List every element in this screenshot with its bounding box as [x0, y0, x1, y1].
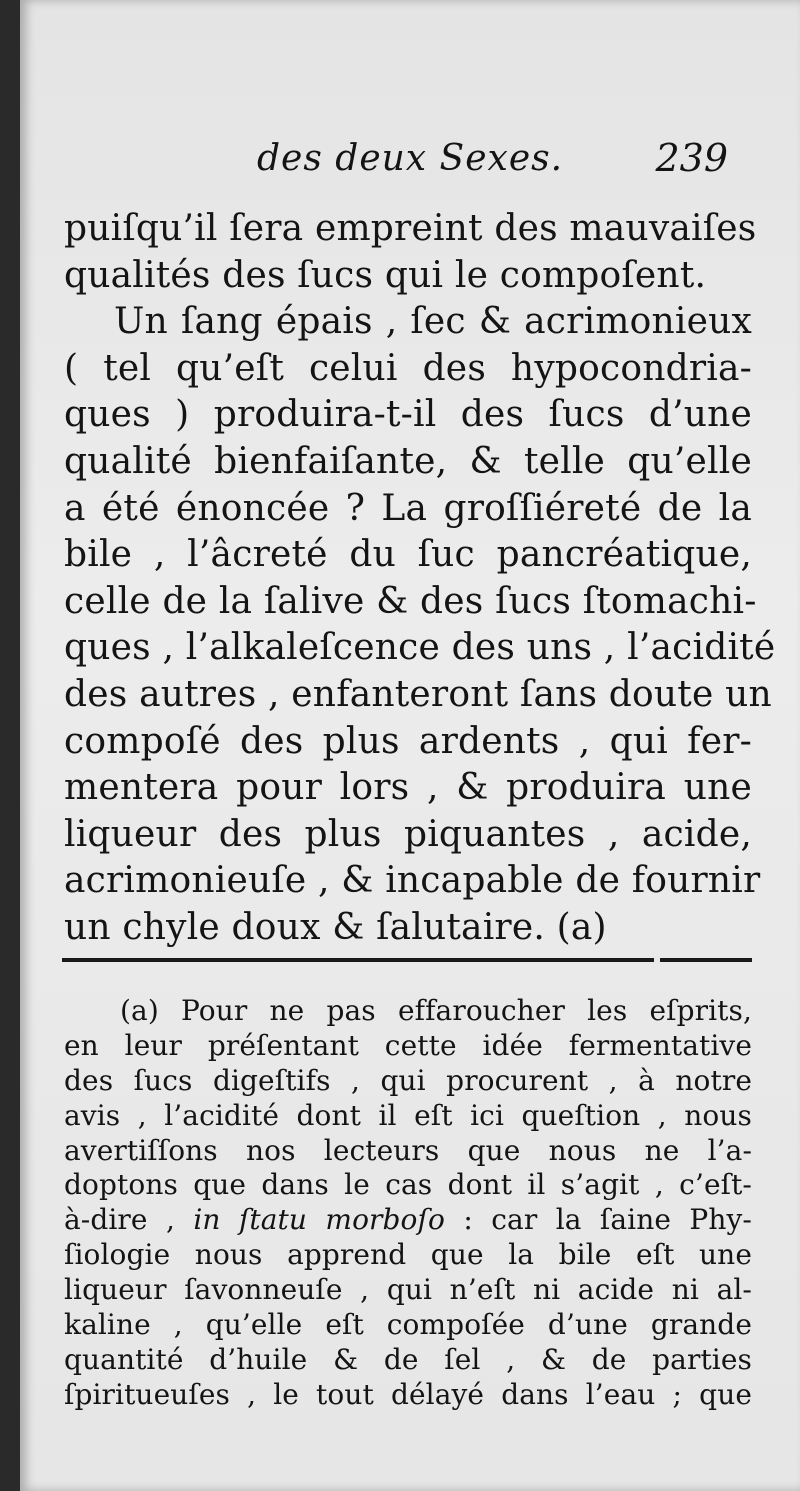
footnote-line: ſiologie nous apprend que la bile eſt une	[64, 1238, 752, 1272]
text-line: a été énoncée ? La groſſiéreté de la	[64, 487, 752, 529]
running-head: des deux Sexes.	[257, 138, 564, 179]
footnote-line: en leur préſentant cette idée fermentative	[64, 1028, 752, 1062]
footnote-line: (a) Pour ne pas effaroucher les eſprits,	[120, 994, 752, 1027]
text-line: qualité bienfaiſante, & telle qu’elle	[64, 440, 752, 482]
footnote-line: doptons que dans le cas dont il s’agit , c’eſt-	[64, 1168, 752, 1202]
main-text	[64, 206, 776, 952]
latin-phrase: in ſtatu morboſo	[193, 1203, 445, 1237]
footnote-line: ſpiritueuſes , le tout délayé dans l’eau ; que	[64, 1377, 752, 1411]
text-line: un chyle doux & ſalutaire. (a)	[64, 906, 607, 948]
footnote-line: des ſucs digeſtifs , qui procurent , à notre	[64, 1063, 752, 1097]
footnote-line: kaline , qu’elle eſt compoſée d’une grande	[64, 1308, 752, 1342]
text-line: mentera pour lors , & produira une	[64, 767, 752, 809]
footnote-fragment: à-dire ,	[64, 1203, 175, 1237]
text-line: liqueur des plus piquantes , acide,	[64, 813, 752, 855]
footnote-fragment: : car la ſaine Phy-	[463, 1203, 752, 1237]
footnote-line: quantité d’huile & de ſel , & de parties	[64, 1342, 752, 1376]
text-line: ques ) produira-t-il des ſucs d’une	[64, 394, 752, 436]
footnote-line: avis , l’acidité dont il eſt ici queſtion , nous	[64, 1098, 752, 1132]
footnote-line: avertiſſons nos lecteurs que nous ne l’a-	[64, 1133, 752, 1167]
footnote-line: liqueur ſavonneuſe , qui n’eſt ni acide ni al-	[64, 1273, 752, 1307]
footnote	[64, 994, 752, 1413]
page-header	[20, 138, 800, 188]
text-line: compoſé des plus ardents , qui fer-	[64, 720, 752, 762]
text-line: ( tel qu’eſt celui des hypocondria-	[64, 347, 752, 389]
text-line: bile , l’âcreté du ſuc pancréatique,	[64, 534, 752, 576]
text-line: celle de la ſalive & des ſucs ſtomachi-	[64, 580, 757, 622]
text-line: ques , l’alkaleſcence des uns , l’acidité	[64, 627, 776, 669]
footnote-separator-rule	[62, 958, 752, 962]
text-line: puiſqu’il ſera empreint des mauvaiſes	[64, 208, 757, 249]
page-number: 239	[655, 136, 728, 180]
text-line: Un ſang épais , ſec & acrimonieux	[114, 301, 752, 343]
text-line: qualités des ſucs qui le compoſent.	[64, 254, 707, 296]
footnote-line	[64, 1203, 752, 1238]
book-page	[20, 0, 800, 1491]
text-line: des autres , enfanteront ſans doute un	[64, 673, 772, 715]
text-line: acrimonieuſe , & incapable de fournir	[64, 860, 761, 902]
